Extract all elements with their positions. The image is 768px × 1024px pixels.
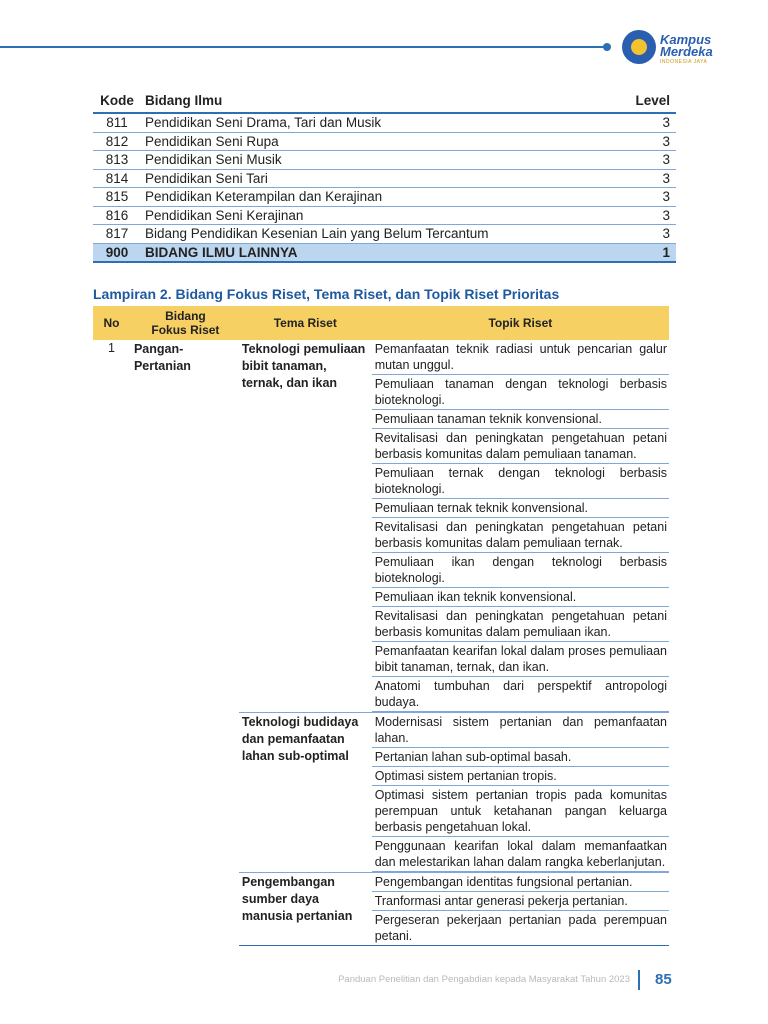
kampus-merdeka-logo — [622, 28, 742, 68]
table-row — [93, 113, 676, 132]
col-no: No — [93, 306, 130, 340]
col-bidang-fokus — [130, 306, 239, 340]
topik-item: Revitalisasi dan peningkatan pengetahuan petani berbasis komunitas dalam pemuliaan ikan. — [372, 607, 669, 642]
topik-item: Pemuliaan ikan dengan teknologi berbasis bioteknologi. — [372, 553, 669, 588]
table-row — [93, 243, 676, 262]
header-rule-dot — [603, 43, 611, 51]
cell-code: 816 — [93, 206, 141, 225]
footer-text: Panduan Penelitian dan Pengabdian kepada Masyarakat Tahun 2023 — [338, 974, 630, 985]
table-row — [93, 225, 676, 244]
topik-item: Modernisasi sistem pertanian dan pemanfaatan lahan. — [372, 713, 669, 748]
cell-field: Pendidikan Seni Tari — [141, 169, 616, 188]
cell-code: 812 — [93, 132, 141, 151]
logo-tagline: INDONESIA JAYA — [660, 59, 708, 65]
cell-level: 3 — [616, 151, 676, 170]
topik-item: Optimasi sistem pertanian tropis pada komunitas perempuan untuk ketahanan pangan keluarga berbasis pengetahuan lokal. — [372, 786, 669, 837]
cell-bidang: Pangan-Pertanian — [133, 342, 191, 373]
cell-tema — [239, 873, 372, 946]
cell-field: Pendidikan Seni Kerajinan — [141, 206, 616, 225]
cell-field: Pendidikan Seni Musik — [141, 151, 616, 170]
topik-item: Pertanian lahan sub-optimal basah. — [372, 748, 669, 767]
table-row — [93, 132, 676, 151]
tema-group-row — [93, 340, 669, 713]
topik-item: Revitalisasi dan peningkatan pengetahuan petani berbasis komunitas dalam pemuliaan tanaman. — [372, 429, 669, 464]
logo-line1: Kampus — [660, 32, 712, 47]
cell-level: 3 — [616, 113, 676, 132]
cell-level: 3 — [616, 188, 676, 207]
cell-topik-list — [372, 873, 669, 946]
page-number: 85 — [655, 971, 672, 988]
table2-header-row — [93, 306, 669, 340]
cell-tema — [239, 713, 372, 873]
col-bidang-fokus-label: Bidang Fokus Riset — [151, 309, 220, 337]
cell-no: 1 — [107, 341, 115, 355]
ministry-emblem-icon — [622, 30, 656, 64]
cell-level: 3 — [616, 132, 676, 151]
topik-item: Tranformasi antar generasi pekerja pertanian. — [372, 892, 669, 911]
cell-tema — [239, 340, 372, 713]
cell-field: Bidang Pendidikan Kesenian Lain yang Belum Tercantum — [141, 225, 616, 244]
topik-item: Anatomi tumbuhan dari perspektif antropologi budaya. — [372, 677, 669, 712]
cell-level: 3 — [616, 206, 676, 225]
tema-label: Teknologi pemuliaan bibit tanaman, ternak, dan ikan — [241, 342, 366, 390]
table-row — [93, 188, 676, 207]
topik-item: Pergeseran pekerjaan pertanian pada perempuan petani. — [374, 913, 667, 943]
topik-item: Pemanfaatan teknik radiasi untuk pencarian galur mutan unggul. — [372, 340, 669, 375]
col-tema: Tema Riset — [239, 306, 372, 340]
col-topik: Topik Riset — [372, 306, 669, 340]
col-kode: Kode — [93, 88, 141, 113]
tema-label: Teknologi budidaya dan pemanfaatan lahan sub-optimal — [241, 715, 359, 763]
tema-label: Pengembangan sumber daya manusia pertanian — [241, 875, 353, 923]
topik-item: Revitalisasi dan peningkatan pengetahuan petani berbasis komunitas dalam pemuliaan ternak. — [372, 518, 669, 553]
table-row — [93, 169, 676, 188]
topik-item: Pemuliaan tanaman teknik konvensional. — [372, 410, 669, 429]
footer-divider — [638, 970, 640, 990]
table1-header-row — [93, 88, 676, 113]
section-title: Lampiran 2. Bidang Fokus Riset, Tema Riset, dan Topik Riset Prioritas — [93, 286, 560, 302]
topik-item: Pemuliaan ternak teknik konvensional. — [372, 499, 669, 518]
cell-code: 815 — [93, 188, 141, 207]
cell-field: Pendidikan Seni Drama, Tari dan Musik — [141, 113, 616, 132]
cell-code: 811 — [93, 113, 141, 132]
cell-field: Pendidikan Keterampilan dan Kerajinan — [141, 188, 616, 207]
table-row — [93, 151, 676, 170]
topik-item: Pengembangan identitas fungsional pertanian. — [372, 873, 669, 892]
header-rule — [0, 46, 607, 48]
cell-level: 3 — [616, 169, 676, 188]
table-row — [93, 206, 676, 225]
bidang-ilmu-table — [93, 88, 676, 263]
topik-item: Penggunaan kearifan lokal dalam memanfaatkan dan melestarikan lahan dalam rangka keberlanjutan. — [372, 837, 669, 872]
topik-item: Pemanfaatan kearifan lokal dalam proses pemuliaan bibit tanaman, ternak, dan ikan. — [372, 642, 669, 677]
cell-code: 813 — [93, 151, 141, 170]
logo-line2: Merdeka — [660, 44, 713, 59]
col-bidang-ilmu: Bidang Ilmu — [141, 88, 616, 113]
topik-item: Pemuliaan ikan teknik konvensional. — [372, 588, 669, 607]
cell-code: 817 — [93, 225, 141, 244]
topik-item: Optimasi sistem pertanian tropis. — [372, 767, 669, 786]
col-level: Level — [616, 88, 676, 113]
cell-field: Pendidikan Seni Rupa — [141, 132, 616, 151]
cell-field: BIDANG ILMU LAINNYA — [141, 243, 616, 262]
cell-level: 3 — [616, 225, 676, 244]
cell-topik-list — [372, 340, 669, 713]
topik-item: Pemuliaan ternak dengan teknologi berbasis bioteknologi. — [372, 464, 669, 499]
cell-topik-list — [372, 713, 669, 873]
fokus-riset-table — [93, 306, 669, 946]
cell-code: 900 — [93, 243, 141, 262]
cell-code: 814 — [93, 169, 141, 188]
cell-level: 1 — [616, 243, 676, 262]
topik-item: Pemuliaan tanaman dengan teknologi berbasis bioteknologi. — [372, 375, 669, 410]
